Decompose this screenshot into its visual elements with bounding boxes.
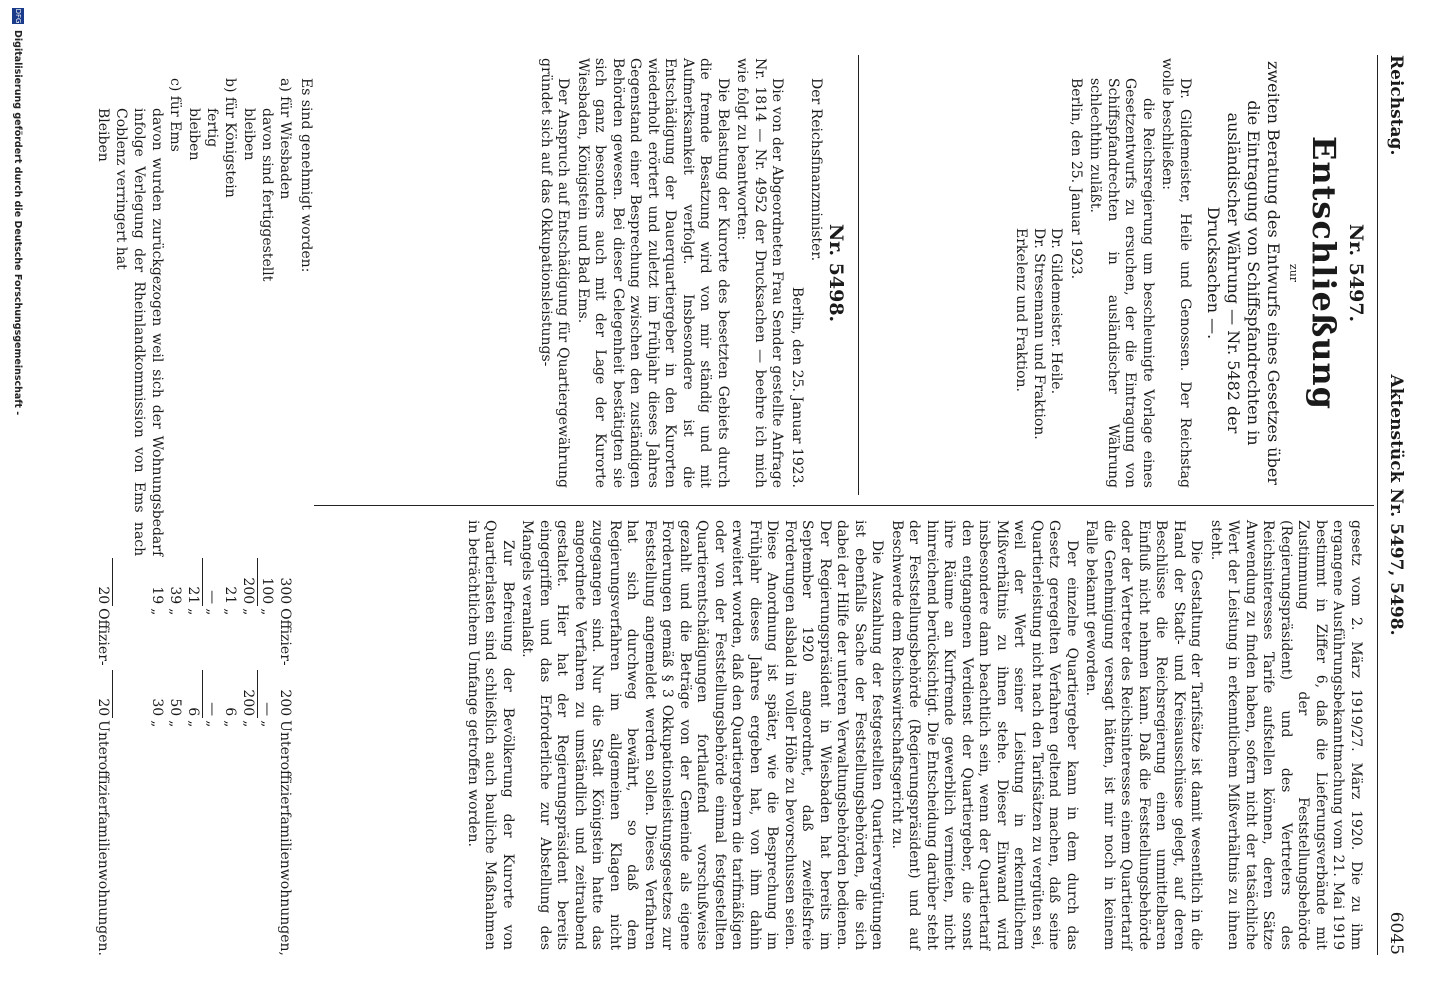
stats-value-officer: 200	[240, 577, 257, 605]
stats-row	[185, 58, 204, 958]
stats-unit-officer: „	[222, 608, 239, 616]
stats-unit-officer: „	[167, 608, 184, 616]
stats-label: c) für Ems	[167, 78, 184, 152]
signature-line: Dr. Gildemeister. Heile.	[1048, 228, 1065, 395]
stats-unit-officer: „	[241, 608, 257, 616]
stats-value-nco: 20	[95, 698, 111, 717]
doc2-right-paragraph: Die Auszahlung der festgestellten Quartiervergütungen ist ebenfalls Sache der Feststellungsbehörden, die sich dabei der Hilfe der unteren Verwaltungsbehörden bedienen. Der Regierungspräsident in Wiesbaden hat bereits im September 1920 angeordnet, daß zweifelsfreie Forderungen alsbald in voller Höhe zu bevorschussen seien. Diese Anordnung ist später, wie die Besprechung im Frühjahr dieses Jahres ergeben hat, von ihm dahin erweitert worden, daß den Quartiergebern die tarifmäßigen oder von der Feststellungsbehörde einmal festgestellten Quartierentschädigungen fortlaufend vorschußweise gezahlt und die Beträge von der Gemeinde als eigene Forderungen gemäß § 3 Okkupationsleistungsgesetzes zur Feststellung angemeldet werden sollen. Dieses Verfahren hat sich durchweg bewährt, so daß dem Regierungsverfahren im allgemeinen Klagen nicht zugegangen sind. Nur die Stadt Königstein hatte das angeordnete Verfahren zu umständlich und zeitraubend gestaltet. Hier hat der Regierungspräsident bereits eingegriffen und das Erforderliche zur Abstellung des Mangels veranlaßt.	[519, 520, 886, 950]
stats-unit-nco: Unteroffizierfamilienwohnungen,	[277, 720, 294, 956]
stats-value-nco: 200	[240, 689, 257, 717]
stats-value-officer: 21	[222, 586, 239, 605]
stats-value-officer: 21	[185, 586, 202, 605]
doc2-paragraph-2: Die Belastung der Kurorte des besetzten Gebiets durch die fremde Besatzung wird von mir ständig und mit Aufmerksamkeit verfolgt. Insbesondere ist die Entschädigung der Dauerquartiergeber in den Kurorten wiederholt erörtert und zuletzt im Frühjahr dieses Jahres Gegenstand einer Besprechung zwischen den zuständigen Behörden gewesen. Bei dieser Gelegenheit bestätigten sie sich ganz besonders auch mit der Lage der Kurorte Wiesbaden, Königstein und Bad Ems.	[575, 58, 731, 488]
footer-text: Digitalisierung gefördert durch die Deutsche Forschungsgemeinschaft -	[12, 30, 23, 416]
stats-row	[94, 58, 113, 958]
stats-unit-nco: „	[259, 720, 276, 728]
doc2-right-paragraph: Der einzelne Quartiergeber kann in dem durch das Gesetz geregelten Verfahren geltend machen, daß seine Quartierleistung nicht nach den Tarifsätzen zu vergüten sei, weil der Wert seiner Leistung in erkenntlichem Mißverhältnis zu ihnen stehe. Dieser Einwand wird insbesondere dann beachtlich sein, wenn der Quartiertarif den entgangenen Verdienst der Quartiergeber, die sonst ihre Räume an Kurfremde gewerblich vermieten, nicht hinreichend berücksichtigt. Die Entscheidung darüber steht der Feststellungsbehörde (Regierungspräsident) und auf Beschwerde dem Reichswirtschaftsgericht zu.	[889, 520, 1080, 950]
stats-value-nco: 30	[113, 670, 167, 718]
stats-label: b) für Königstein	[222, 78, 239, 198]
stats-value-nco: —	[203, 670, 222, 718]
stats-label: Bleiben	[95, 108, 112, 162]
stats-value-nco: 6	[185, 707, 202, 717]
section-rule	[858, 55, 859, 495]
doc2-number: Nr. 5498.	[825, 223, 847, 323]
stats-unit-officer: „	[259, 608, 276, 616]
doc1-body: die Reichsregierung um beschleunigte Vorlage eines Gesetzentwurfs zu ersuchen, der die Eintragung von Schiffspfandrechten in ausländischer Währung schlechthin zuläßt.	[1087, 78, 1156, 488]
stats-value-nco: 50	[167, 698, 184, 717]
doc1-title: Entschließung	[1305, 135, 1344, 411]
stats-table	[94, 58, 295, 958]
stats-unit-nco: „	[204, 720, 221, 728]
stats-label: a) für Wiesbaden	[277, 78, 294, 200]
stats-unit-nco: „	[186, 720, 202, 728]
stats-unit-nco: „	[222, 720, 239, 728]
stats-value-officer: 100	[258, 558, 277, 606]
stats-label: davon sind fertiggestellt	[259, 108, 276, 282]
stats-value-officer: 19	[113, 558, 167, 606]
stats-value-nco: 200	[277, 689, 294, 717]
stats-row	[203, 58, 222, 958]
doc1-signatures	[1012, 58, 1065, 488]
doc2-right-paragraph: Die Gestaltung der Tarifsätze ist damit wesentlich in die Hand der Stadt- und Kreisausschüsse gelegt, auf deren Beschlüsse die Reichsregierung einen unmittelbaren Einfluß nicht nehmen kann. Daß die Feststellungsbehörde oder der Vertreter des Reichsinteresses einem Quartiertarif die Genehmigung versagt hätten, ist mir noch in keinem Falle bekannt geworden.	[1083, 520, 1205, 950]
stats-value-nco: 6	[222, 707, 239, 717]
doc1-zu: zur	[1287, 263, 1301, 283]
footer	[8, 0, 24, 1000]
dfg-logo: DFG	[14, 8, 22, 24]
stats-value-officer: 39	[167, 586, 184, 605]
stats-unit-nco: „	[241, 720, 257, 728]
stats-label: fertig	[204, 108, 221, 148]
signature-line: Erkelenz und Fraktion.	[1013, 228, 1030, 392]
stats-unit-officer: „	[186, 608, 202, 616]
doc2-paragraph-3: Der Anspruch auf Entschädigung für Quartiergewährung gründet sich auf das Okkupationsleistungs-	[538, 58, 572, 488]
doc1-number: Nr. 5497.	[1345, 223, 1367, 323]
stats-row	[258, 58, 277, 958]
stats-value-officer: 300	[277, 577, 294, 605]
stats-value-officer: 20	[95, 586, 111, 605]
doc1-subtitle: zweiten Beratung des Entwurfs eines Gesetzes über die Eintragung von Schiffspfandrechten in ausländischer Währung — Nr. 5482 der Drucksachen —.	[1204, 61, 1283, 485]
stats-section	[94, 58, 314, 958]
stats-label: bleiben	[186, 108, 202, 161]
doc1-place-date: Berlin, den 25. Januar 1923.	[1068, 78, 1084, 280]
signature-line: Dr. Stresemann und Fraktion.	[1031, 228, 1047, 440]
stats-label: davon wurden zurückgezogen weil sich der Wohnungsbedarf infolge Verlegung der Rheinlandkommission von Ems nach Coblenz verringert hat	[113, 108, 166, 557]
right-column	[462, 520, 1365, 950]
stats-unit-officer: Offizier-	[95, 608, 112, 666]
stats-label: bleiben	[241, 108, 257, 161]
header-rule	[1377, 55, 1378, 955]
stats-row	[113, 58, 167, 958]
header-left: Reichstag.	[1386, 55, 1406, 156]
stats-unit-nco: „	[149, 720, 166, 728]
stats-value-officer: —	[203, 558, 222, 606]
stats-value-nco: —	[258, 670, 277, 718]
page-header	[1380, 55, 1406, 955]
header-center: Aktenstück Nr. 5497, 5498.	[1386, 374, 1406, 636]
stats-unit-officer: „	[149, 608, 166, 616]
stats-row	[167, 58, 185, 958]
left-column	[1012, 58, 1367, 488]
left-column-2	[535, 58, 845, 488]
column-divider	[314, 505, 1374, 506]
doc2-right-paragraph: gesetz vom 2. März 1919/27. März 1920. Die zu ihm ergangene Ausführungsbekanntmachung vom 21. Mai 1919 bestimmt in Ziffer 6, daß die Lieferungsverbände mit Zustimmung der Feststellungsbehörde (Regierungspräsident) und des Vertreters des Reichsinteresses Tarife aufstellen können, deren Sätze Anwendung zu finden haben, sofern nicht der tatsächliche Wert der Leistung in erkenntlichem Mißverhältnis zu ihnen steht.	[1208, 520, 1364, 950]
stats-row	[240, 58, 259, 958]
stats-intro: Es sind genehmigt worden:	[298, 78, 314, 273]
stats-unit-nco: Unteroffizierfamilienwohnungen.	[95, 720, 112, 956]
stats-unit-officer: „	[204, 608, 221, 616]
stats-row	[222, 58, 240, 958]
doc2-right-paragraph: Zur Befreiung der Bevölkerung der Kurorte von Quartierlasten sind schließlich auch bauliche Maßnahmen in beträchtlichem Umfange getroffen worden.	[465, 520, 516, 950]
stats-body	[94, 58, 295, 958]
doc2-paragraph-1: Die von der Abgeordneten Frau Sender gestellte Anfrage Nr. 1814 — Nr. 4952 der Drucksachen — beehre ich mich wie folgt zu beantworten:	[734, 58, 786, 488]
doc2-addressee: Der Reichsfinanzminister.	[808, 78, 825, 262]
doc1-intro: Dr. Gildemeister, Heile und Genossen. Der Reichstag wolle beschließen:	[1159, 58, 1193, 488]
page-number: 6045	[1386, 911, 1406, 955]
doc2-place-date: Berlin, den 25. Januar 1923.	[789, 286, 805, 488]
stats-unit-nco: „	[167, 720, 184, 728]
stats-row	[277, 58, 295, 958]
stats-unit-officer: Offizier-	[277, 608, 294, 666]
